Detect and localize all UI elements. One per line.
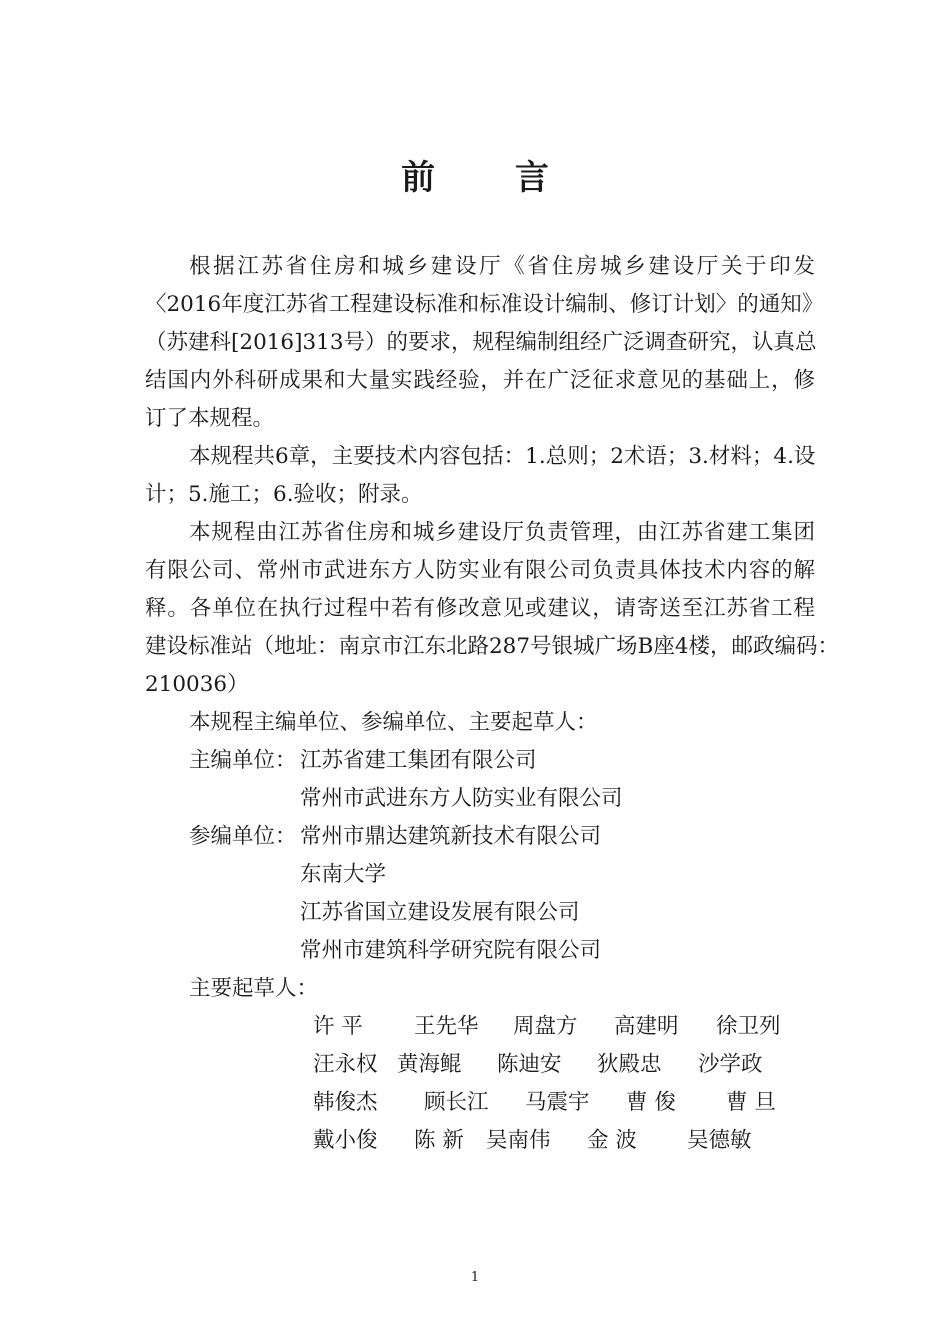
paragraph-1-line-2: 〈2016年度江苏省工程建设标准和标准设计编制、修订计划〉的通知》 (145, 292, 824, 317)
participating-units-label: 参编单位： (189, 824, 297, 849)
paragraph-2-line-1: 本规程共6章，主要技术内容包括：1.总则；2术语；3.材料；4.设 (189, 444, 816, 469)
drafter-name: 顾长江 (424, 1090, 489, 1115)
drafter-name: 高建明 (614, 1014, 679, 1039)
drafter-name: 戴小俊 (313, 1128, 378, 1153)
participating-unit: 江苏省国立建设发展有限公司 (300, 900, 580, 925)
drafter-name: 韩俊杰 (313, 1090, 378, 1115)
paragraph-1-line-1: 根据江苏省住房和城乡建设厅《省住房城乡建设厅关于印发 (189, 254, 815, 279)
drafter-name: 金 波 (587, 1128, 637, 1153)
drafter-name: 曹 旦 (726, 1090, 776, 1115)
drafter-name: 吴德敏 (687, 1128, 752, 1153)
paragraph-1-line-4: 结国内外科研成果和大量实践经验，并在广泛征求意见的基础上，修 (145, 368, 815, 393)
drafter-name: 曹 俊 (626, 1090, 676, 1115)
chief-units-label: 主编单位： (189, 748, 297, 773)
participating-unit: 常州市鼎达建筑新技术有限公司 (300, 824, 602, 849)
paragraph-3-line-2: 有限公司、常州市武进东方人防实业有限公司负责具体技术内容的解 (145, 558, 815, 583)
chief-unit: 常州市武进东方人防实业有限公司 (300, 786, 623, 811)
paragraph-1-line-5: 订了本规程。 (145, 406, 275, 431)
drafter-name: 汪永权 (313, 1052, 378, 1077)
drafters-label: 主要起草人： (189, 976, 319, 1001)
page-number: 1 (470, 1270, 480, 1285)
drafter-name: 许 平 (313, 1014, 363, 1039)
paragraph-2-line-2: 计；5.施工；6.验收；附录。 (145, 482, 423, 507)
drafter-name: 陈 新 (414, 1128, 464, 1153)
participating-unit: 常州市建筑科学研究院有限公司 (300, 938, 602, 963)
chief-unit: 江苏省建工集团有限公司 (300, 748, 537, 773)
drafter-name: 周盘方 (513, 1014, 578, 1039)
drafter-name: 王先华 (414, 1014, 479, 1039)
paragraph-1-line-3: （苏建科[2016]313号）的要求，规程编制组经广泛调查研究，认真总 (145, 330, 817, 355)
paragraph-3-line-3: 释。各单位在执行过程中若有修改意见或建议，请寄送至江苏省工程 (145, 596, 815, 621)
drafter-name: 狄殿忠 (597, 1052, 662, 1077)
paragraph-3-line-5: 210036） (145, 672, 249, 697)
drafter-name: 马震宇 (525, 1090, 590, 1115)
paragraph-4: 本规程主编单位、参编单位、主要起草人： (189, 710, 598, 735)
participating-unit: 东南大学 (300, 862, 387, 887)
drafter-name: 陈迪安 (497, 1052, 562, 1077)
drafter-name: 黄海鲲 (397, 1052, 462, 1077)
drafter-name: 沙学政 (698, 1052, 763, 1077)
paragraph-3-line-1: 本规程由江苏省住房和城乡建设厅负责管理，由江苏省建工集团 (189, 520, 815, 545)
drafter-name: 吴南伟 (486, 1128, 551, 1153)
drafter-name: 徐卫列 (716, 1014, 781, 1039)
paragraph-3-line-4: 建设标准站（地址：南京市江东北路287号银城广场B座4楼，邮政编码： (145, 634, 840, 659)
page-title: 前 言 (401, 158, 583, 198)
